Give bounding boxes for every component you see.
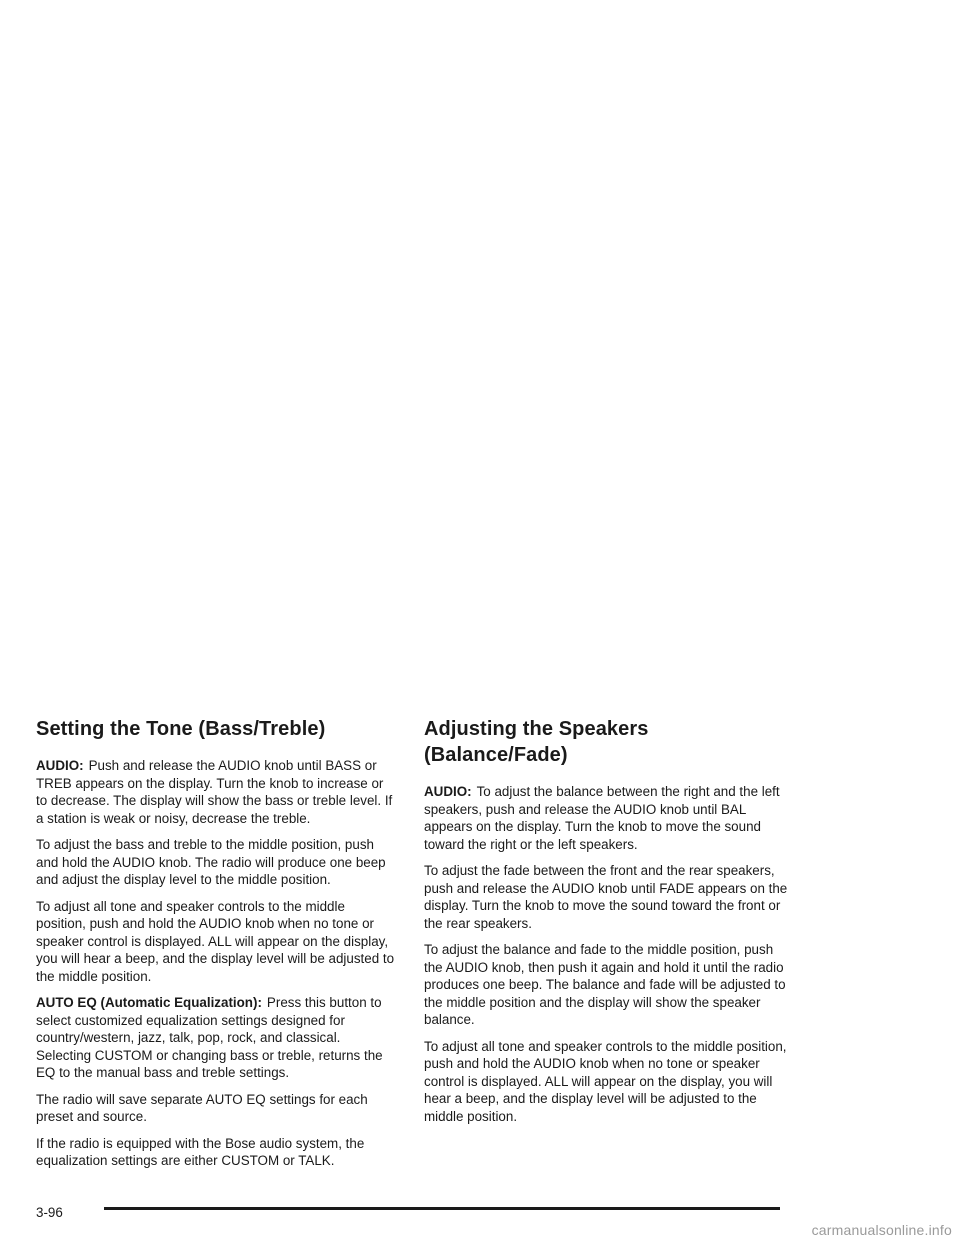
paragraph-lead: AUTO EQ (Automatic Equalization): xyxy=(36,995,262,1010)
paragraph xyxy=(36,994,398,1082)
paragraph-text: To adjust the balance between the right and the left speakers, push and release the AUDIO knob until BAL appears on the display. Turn the knob to move the sound toward the right or the left speakers. xyxy=(424,784,780,852)
paragraph-text: To adjust the balance and fade to the middle position, push the AUDIO knob, then push it again and hold it until the radio produces one beep. The balance and fade will be adjusted to the middle position and the display will show the speaker balance. xyxy=(424,942,786,1027)
paragraph-text: Press this button to select customized equalization settings designed for country/western, jazz, talk, pop, rock, and classical. Selecting CUSTOM or changing bass or treble, returns the EQ to the manual bass and treble settings. xyxy=(36,995,383,1080)
paragraph xyxy=(36,1135,398,1170)
right-column xyxy=(424,716,792,1134)
paragraph-text: To adjust the bass and treble to the middle position, push and hold the AUDIO knob. The radio will produce one beep and adjust the display level to the middle position. xyxy=(36,837,386,887)
paragraph xyxy=(36,836,398,889)
paragraph-text: Push and release the AUDIO knob until BASS or TREB appears on the display. Turn the knob to increase or to decrease. The display will show the bass or treble level. If a station is weak or noisy, decrease the treble. xyxy=(36,758,393,826)
section-heading-speakers: Adjusting the Speakers (Balance/Fade) xyxy=(424,718,649,766)
paragraph xyxy=(36,757,398,827)
paragraph xyxy=(36,1091,398,1126)
paragraph-lead: AUDIO: xyxy=(36,758,84,773)
paragraph xyxy=(424,1038,792,1126)
paragraph xyxy=(424,862,792,932)
footer-rule xyxy=(104,1207,780,1210)
paragraph-text: To adjust the fade between the front and the rear speakers, push and release the AUDIO knob until FADE appears on the display. Turn the knob to move the sound toward the front or the rear speakers. xyxy=(424,863,788,931)
left-column xyxy=(36,716,398,1179)
paragraph-text: To adjust all tone and speaker controls to the middle position, push and hold the AUDIO knob when no tone or speaker control is displayed. ALL will appear on the display, you will hear a beep, and the display level will be adjusted to the middle position. xyxy=(424,1038,787,1124)
paragraph xyxy=(36,898,398,986)
section-heading-tone: Setting the Tone (Bass/Treble) xyxy=(36,718,326,740)
paragraph xyxy=(424,941,792,1029)
paragraph-text: To adjust all tone and speaker controls to the middle position, push and hold the AUDIO knob when no tone or speaker control is displayed. ALL will appear on the display, you will hear a beep, and the display level will be adjusted to the middle position. xyxy=(36,898,395,984)
paragraph-text: If the radio is equipped with the Bose audio system, the equalization settings are either CUSTOM or TALK. xyxy=(36,1135,365,1168)
paragraph-lead: AUDIO: xyxy=(424,784,472,799)
paragraph-text: The radio will save separate AUTO EQ settings for each preset and source. xyxy=(36,1091,368,1124)
paragraph xyxy=(424,783,792,853)
page-number: 3-96 xyxy=(36,1205,63,1220)
watermark: carmanualsonline.info xyxy=(811,1222,952,1238)
